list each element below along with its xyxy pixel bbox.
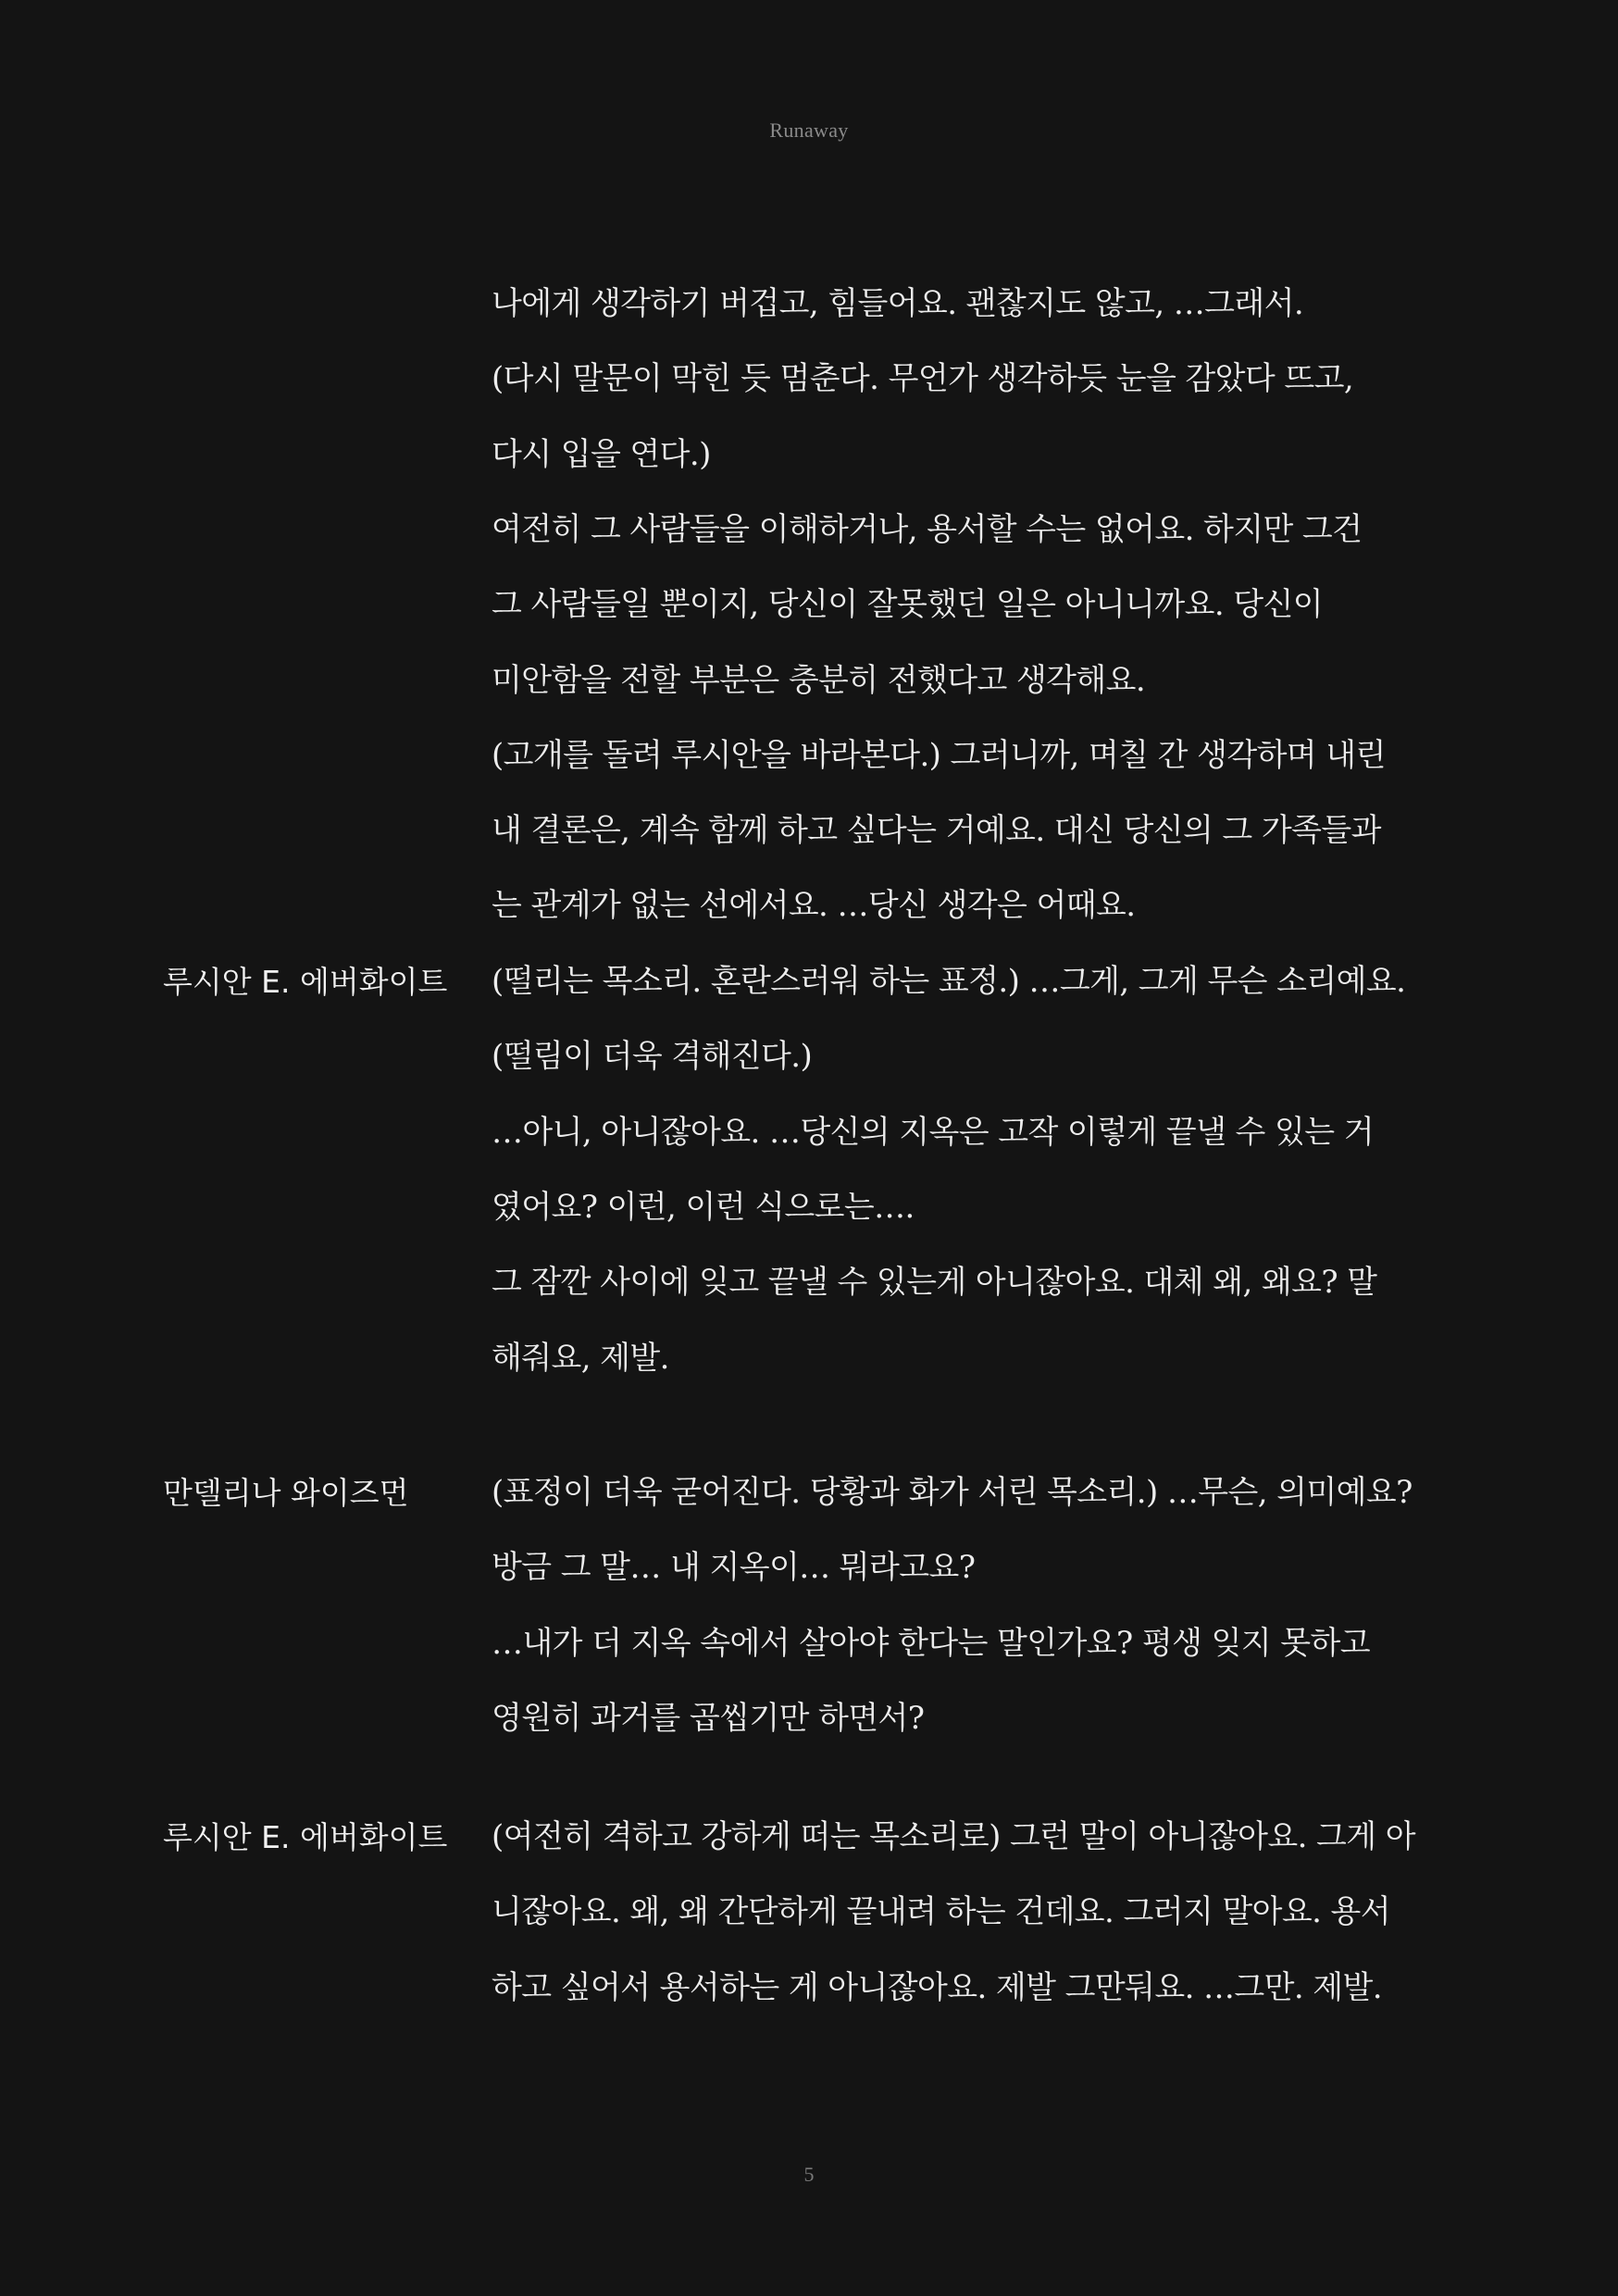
dialogue-line: 였어요? 이런, 이런 식으로는…. <box>492 1189 915 1226</box>
dialogue-line: (여전히 격하고 강하게 떠는 목소리로) 그런 말이 아니잖아요. 그게 아 <box>492 1818 1415 1855</box>
dialogue-line: 미안함을 전할 부분은 충분히 전했다고 생각해요. <box>492 662 1146 699</box>
dialogue-line: 하고 싶어서 용서하는 게 아니잖아요. 제발 그만둬요. …그만. 제발. <box>492 1969 1382 2006</box>
dialogue-line: 는 관계가 없는 선에서요. …당신 생각은 어때요. <box>492 887 1136 924</box>
dialogue-line: (표정이 더욱 굳어진다. 당황과 화가 서린 목소리.) …무슨, 의미예요? <box>492 1474 1413 1511</box>
dialogue-line: 여전히 그 사람들을 이해하거나, 용서할 수는 없어요. 하지만 그건 <box>492 511 1363 548</box>
dialogue-line: (다시 말문이 막힌 듯 멈춘다. 무언가 생각하듯 눈을 감았다 뜨고, <box>492 360 1354 397</box>
dialogue-line: (떨림이 더욱 격해진다.) <box>492 1038 813 1075</box>
dialogue-line: 니잖아요. 왜, 왜 간단하게 끝내려 하는 건데요. 그러지 말아요. 용서 <box>492 1893 1391 1930</box>
dialogue-line: (고개를 돌려 루시안을 바라본다.) 그러니까, 며칠 간 생각하며 내린 <box>492 737 1386 774</box>
dialogue-line: …아니, 아니잖아요. …당신의 지옥은 고작 이렇게 끝낼 수 있는 거 <box>492 1114 1374 1151</box>
running-header: Runaway <box>769 119 849 142</box>
dialogue-line: 해줘요, 제발. <box>492 1340 669 1377</box>
dialogue-line: 나에게 생각하기 버겁고, 힘들어요. 괜찮지도 않고, …그래서. <box>492 285 1304 322</box>
speaker-name: 만델리나 와이즈먼 <box>163 1475 409 1511</box>
dialogue-line: 그 잠깐 사이에 잊고 끝낼 수 있는게 아니잖아요. 대체 왜, 왜요? 말 <box>492 1264 1377 1301</box>
dialogue-line: 그 사람들일 뿐이지, 당신이 잘못했던 일은 아니니까요. 당신이 <box>492 586 1323 623</box>
speaker-name: 루시안 E. 에버화이트 <box>163 964 448 1000</box>
dialogue-line: 다시 입을 연다.) <box>492 436 711 473</box>
speaker-name: 루시안 E. 에버화이트 <box>163 1819 448 1855</box>
dialogue-line: (떨리는 목소리. 혼란스러워 하는 표정.) …그게, 그게 무슨 소리예요. <box>492 963 1406 1000</box>
dialogue-line: 영원히 과거를 곱씹기만 하면서? <box>492 1700 925 1737</box>
dialogue-line: 방금 그 말… 내 지옥이… 뭐라고요? <box>492 1549 976 1586</box>
page-number: 5 <box>803 2163 815 2186</box>
dialogue-line: 내 결론은, 계속 함께 하고 싶다는 거예요. 대신 당신의 그 가족들과 <box>492 812 1381 849</box>
dialogue-line: …내가 더 지옥 속에서 살아야 한다는 말인가요? 평생 잊지 못하고 <box>492 1625 1370 1662</box>
